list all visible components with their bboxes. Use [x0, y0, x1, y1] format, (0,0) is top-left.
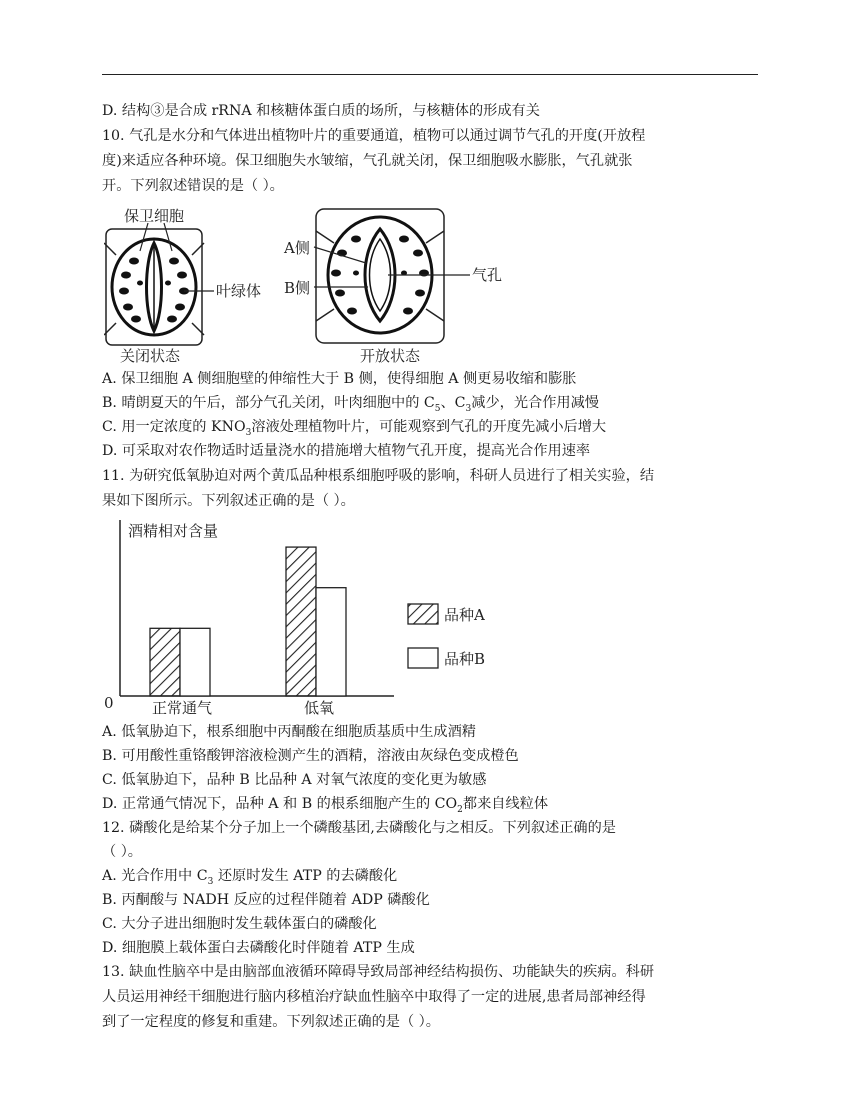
q9-option-d: D. 结构③是合成 rRNA 和核糖体蛋白质的场所，与核糖体的形成有关 — [102, 103, 540, 119]
side-b-label: B侧 — [284, 279, 311, 297]
chloroplast-label: 叶绿体 — [216, 282, 262, 300]
legend-swatch-a — [408, 604, 438, 624]
q13-stem-line3: 到了一定程度的修复和重建。下列叙述正确的是（ ）。 — [102, 1014, 440, 1030]
q12-option-b: B. 丙酮酸与 NADH 反应的过程伴随着 ADP 磷酸化 — [102, 892, 430, 908]
y-axis-label: 酒精相对含量 — [128, 522, 219, 540]
q10-stem-line1: 10. 气孔是水分和气体进出植物叶片的重要通道，植物可以通过调节气孔的开度(开放程 — [102, 128, 646, 144]
header-rule — [102, 74, 758, 75]
closed-state-label: 关闭状态 — [120, 347, 181, 365]
q12-stem-line1: 12. 磷酸化是给某个分子加上一个磷酸基团,去磷酸化与之相反。下列叙述正确的是 — [102, 820, 616, 836]
q12-option-d: D. 细胞膜上载体蛋白去磷酸化时伴随着 ATP 生成 — [102, 940, 415, 956]
q10-stem-line2: 度)来适应各种环境。保卫细胞失水皱缩，气孔就关闭，保卫细胞吸水膨胀，气孔就张 — [102, 153, 633, 169]
legend-label-b: 品种B — [444, 650, 486, 668]
x-tick-label: 正常通气 — [152, 699, 213, 716]
bar-normal-b — [180, 628, 210, 696]
bar-normal-a — [150, 628, 180, 696]
q13-stem-line2: 人员运用神经干细胞进行脑内移植治疗缺血性脑卒中取得了一定的进展,患者局部神经得 — [102, 989, 646, 1005]
legend-swatch-b — [408, 648, 438, 668]
q11-option-d: D. 正常通气情况下，品种 A 和 B 的根系细胞产生的 $CO_2$都来自线粒体 — [102, 796, 549, 815]
q10-option-b: B. 晴朗夏天的午后，部分气孔关闭，叶肉细胞中的 $C_5$、$C_3$减少，光合作用减慢 — [102, 395, 599, 414]
q10-stem-line3: 开。下列叙述错误的是（ ）。 — [102, 178, 284, 194]
q10-option-d: D. 可采取对农作物适时适量浇水的措施增大植物气孔开度，提高光合作用速率 — [102, 443, 591, 459]
q10-option-a: A. 保卫细胞 A 侧细胞壁的伸缩性大于 B 侧，使得细胞 A 侧更易收缩和膨胀 — [102, 371, 577, 387]
side-a-label: A侧 — [284, 239, 310, 257]
q13-stem-line1: 13. 缺血性脑卒中是由脑部血液循环障碍导致局部神经结构损伤、功能缺失的疾病。科研 — [102, 964, 655, 980]
x-tick-label: 低氧 — [304, 699, 335, 716]
q12-option-c: C. 大分子进出细胞时发生载体蛋白的磷酸化 — [102, 916, 377, 932]
q12-option-a: A. 光合作用中 $C_3$ 还原时发生 ATP 的去磷酸化 — [102, 868, 398, 887]
q11-option-a: A. 低氧胁迫下，根系细胞中丙酮酸在细胞质基质中生成酒精 — [102, 724, 476, 740]
stoma-label: 气孔 — [472, 266, 503, 284]
q11-stem-line2: 果如下图所示。下列叙述正确的是（ ）。 — [102, 493, 355, 509]
stomata-figure — [104, 203, 524, 365]
open-state-label: 开放状态 — [360, 347, 421, 365]
alcohol-bar-chart — [102, 516, 502, 716]
q11-option-b: B. 可用酸性重铬酸钾溶液检测产生的酒精，溶液由灰绿色变成橙色 — [102, 748, 519, 764]
guard-cell-label: 保卫细胞 — [124, 207, 185, 225]
origin-label: 0 — [104, 694, 114, 712]
q11-stem-line1: 11. 为研究低氧胁迫对两个黄瓜品种根系细胞呼吸的影响，科研人员进行了相关实验，结 — [102, 468, 655, 484]
bar-hypoxia-a — [286, 547, 316, 696]
legend-label-a: 品种A — [444, 606, 485, 624]
open-stoma-diagram — [283, 209, 502, 365]
bar-hypoxia-b — [316, 588, 346, 696]
closed-stoma-diagram — [104, 207, 261, 365]
q11-option-c: C. 低氧胁迫下，品种 B 比品种 A 对氧气浓度的变化更为敏感 — [102, 772, 487, 788]
q12-stem-line2: （ ）。 — [102, 844, 142, 860]
q10-option-c: C. 用一定浓度的 $KNO_3$溶液处理植物叶片，可能观察到气孔的开度先减小后增大 — [102, 419, 607, 438]
